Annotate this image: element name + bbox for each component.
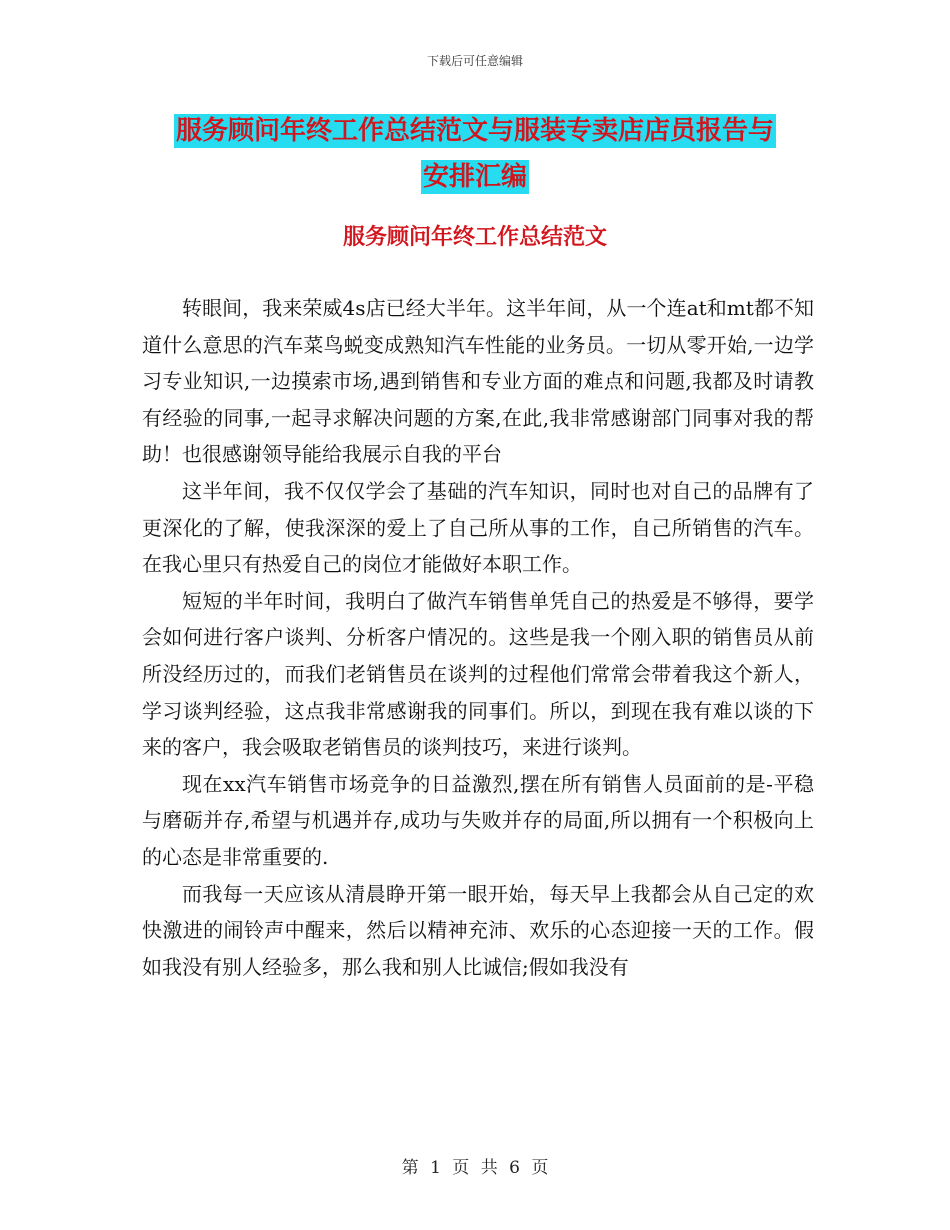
header-note: 下载后可任意编辑: [426, 54, 523, 68]
document-title-line2: 安排汇编: [422, 162, 527, 192]
document-title-line1: 服务顾问年终工作总结范文与服装专卖店店员报告与: [175, 116, 774, 146]
body-text: [142, 290, 814, 985]
paragraph: 转眼间，我来荣威4s店已经大半年。这半年间，从一个连at和mt都不知道什么意思的汽车菜鸟蜕变成熟知汽车性能的业务员。一切从零开始,一边学习专业知识,一边摸索市场,遇到销售和专业方面的难点和问题,我都及时请教有经验的同事,一起寻求解决问题的方案,在此,我非常感谢部门同事对我的帮助！也很感谢领导能给我展示自我的平台: [142, 296, 814, 467]
document-title: [0, 108, 950, 200]
paragraph: 短短的半年时间，我明白了做汽车销售单凭自己的热爱是不够得，要学会如何进行客户谈判、分析客户情况的。这些是我一个刚入职的销售员从前所没经历过的，而我们老销售员在谈判的过程他们常常会带着我这个新人，学习谈判经验，这点我非常感谢我的同事们。所以，到现在我有难以谈的下来的客户，我会吸取老销售员的谈判技巧，来进行谈判。: [142, 588, 814, 760]
paragraph: 而我每一天应该从清晨睁开第一眼开始，每天早上我都会从自己定的欢快激进的闹铃声中醒来，然后以精神充沛、欢乐的心态迎接一天的工作。假如我没有别人经验多，那么我和别人比诚信;假如我没有: [142, 881, 814, 979]
paragraph: 这半年间，我不仅仅学会了基础的汽车知识，同时也对自己的品牌有了更深化的了解，使我深深的爱上了自己所从事的工作，自己所销售的汽车。在我心里只有热爱自己的岗位才能做好本职工作。: [142, 478, 814, 577]
page-footer: 第 1 页 共 6 页: [401, 1158, 549, 1178]
paragraph: 现在xx汽车销售市场竞争的日益激烈,摆在所有销售人员面前的是-平稳与磨砺并存,希望与机遇并存,成功与失败并存的局面,所以拥有一个积极向上的心态是非常重要的.: [142, 771, 814, 869]
section-title: 服务顾问年终工作总结范文: [342, 224, 607, 250]
